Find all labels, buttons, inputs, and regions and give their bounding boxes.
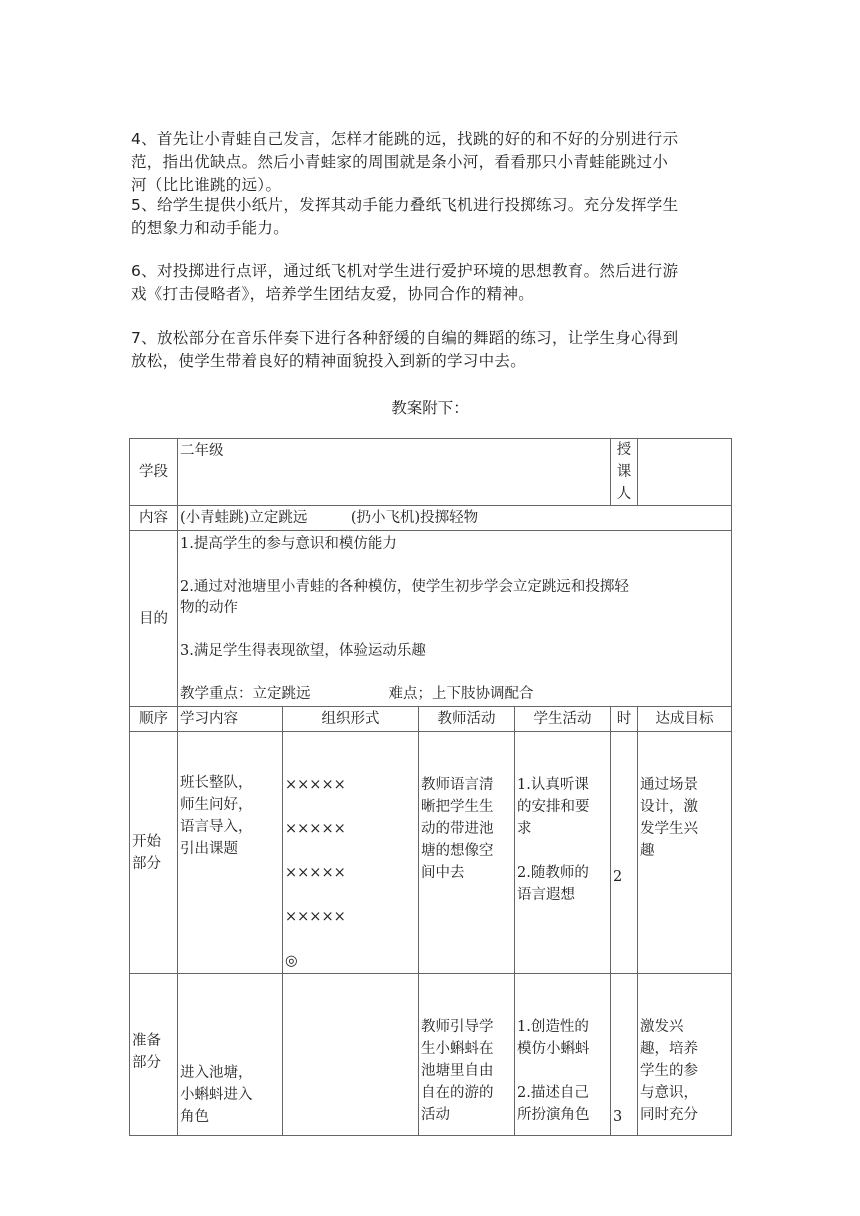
goal-content [178, 531, 732, 707]
text-line: 放松，使学生带着良好的精神面貌投入到新的学习中去。 [131, 352, 527, 370]
teacher-line: 教师语言清 [421, 777, 494, 793]
goal-line: 学生的参 [640, 1063, 698, 1079]
student-line: 2.随教师的 [517, 865, 589, 881]
goal-item: 2.通过对池塘里小青蛙的各种模仿，使学生初步学会立定跳远和投掷轻 [180, 579, 629, 595]
content-line: 师生问好， [180, 797, 253, 813]
goal-item: 1.提高学生的参与意识和模仿能力 [180, 536, 397, 552]
goal-line: 同时充分 [640, 1107, 698, 1123]
header-student: 学生活动 [515, 707, 611, 732]
order-line: 准备 [132, 1033, 161, 1049]
prep-teacher [419, 974, 515, 1136]
text-line: 河（比比谁跳的远）。 [131, 176, 282, 194]
student-line: 1.创造性的 [517, 1019, 589, 1035]
goal-line: 发学生兴 [640, 821, 698, 837]
start-student [515, 732, 611, 974]
start-content [178, 732, 283, 974]
content-line: 引出课题 [180, 841, 238, 857]
table-caption: 教案附下： [391, 399, 469, 417]
text-line: 的想象力和动手能力。 [131, 219, 290, 237]
grade-value: 二年级 [178, 439, 611, 506]
teacher-label-cell [611, 439, 638, 506]
header-row [130, 707, 732, 732]
teacher-line: 晰把学生生 [421, 799, 494, 815]
lesson-plan-table [129, 438, 732, 1136]
paragraph-4 [131, 128, 731, 197]
paragraph-5 [131, 194, 731, 240]
focus-line [180, 684, 729, 705]
text-line: 范，指出优缺点。然后小青蛙家的周围就是条小河，看看那只小青蛙能跳过小 [131, 153, 669, 171]
header-content: 学习内容 [178, 707, 283, 732]
student-line: 2.描述自己 [517, 1085, 589, 1101]
start-teacher [419, 732, 515, 974]
header-order: 顺序 [130, 707, 178, 732]
teacher-line: 教师引导学 [421, 1019, 494, 1035]
content-line: 角色 [180, 1109, 209, 1125]
content-label: 内容 [130, 506, 178, 531]
order-line: 部分 [132, 855, 161, 872]
text-line: 7、放松部分在音乐伴奏下进行各种舒缓的自编的舞蹈的练习，让学生身心得到 [131, 329, 679, 347]
start-goal [638, 732, 732, 974]
start-time: 2 [611, 732, 638, 974]
focus-label: 教学重点：立定跳远 [180, 686, 311, 702]
student-line: 1.认真听课 [517, 777, 589, 793]
order-line: 部分 [132, 1055, 161, 1071]
goal-line: 与意识， [640, 1085, 698, 1101]
student-line: 的安排和要 [517, 799, 590, 815]
student-line: 语言遐想 [517, 887, 575, 903]
goal-label: 目的 [130, 531, 178, 707]
formation-line: ××××× [285, 821, 346, 837]
student-line: 求 [517, 821, 532, 837]
header-teacher: 教师活动 [419, 707, 515, 732]
teacher-line: 自在的游的 [421, 1085, 494, 1101]
prep-time: 3 [611, 974, 638, 1136]
teacher-line: 池塘里自由 [421, 1063, 494, 1079]
paragraph-7 [131, 327, 731, 373]
goal-line: 趣，培养 [640, 1041, 698, 1057]
teacher-line: 动的带进池 [421, 821, 494, 837]
goal-line: 设计，激 [640, 799, 698, 815]
goal-item: 物的动作 [180, 600, 238, 616]
start-section-row [130, 732, 732, 974]
teacher-line: 间中去 [421, 865, 465, 881]
text-line: 6、对投掷进行点评，通过纸飞机对学生进行爱护环境的思想教育。然后进行游 [131, 262, 679, 280]
content-line: 小蝌蚪进入 [180, 1087, 253, 1103]
prep-goal [638, 974, 732, 1136]
teacher-label: 授课人 [616, 442, 632, 502]
teacher-line: 塘的想像空 [421, 843, 494, 859]
teacher-value [638, 439, 732, 506]
text-line: 戏《打击侵略者》，培养学生团结友爱，协同合作的精神。 [131, 285, 535, 303]
header-formation: 组织形式 [283, 707, 419, 732]
start-order [130, 732, 178, 974]
goal-item: 3.满足学生得表现欲望，体验运动乐趣 [180, 643, 426, 659]
content-line: 语言导入， [180, 819, 253, 835]
goal-line: 趣 [640, 843, 655, 859]
header-time: 时 [611, 707, 638, 732]
grade-row [130, 439, 732, 506]
order-line: 开始 [132, 833, 161, 850]
goal-line: 通过场景 [640, 777, 698, 793]
prep-content [178, 974, 283, 1136]
prep-section-row [130, 974, 732, 1136]
student-line: 模仿小蝌蚪 [517, 1041, 590, 1057]
formation-line: ××××× [285, 777, 346, 793]
prep-formation [283, 974, 419, 1136]
start-formation [283, 732, 419, 974]
content-line: 班长整队， [180, 775, 253, 791]
difficulty-label: 难点；上下肢协调配合 [388, 686, 534, 702]
grade-label: 学段 [130, 439, 178, 506]
goal-row [130, 531, 732, 707]
teacher-line: 活动 [421, 1107, 450, 1123]
content-value: (小青蛙跳)立定跳远 (扔小飞机)投掷轻物 [178, 506, 732, 531]
teacher-line: 生小蝌蚪在 [421, 1041, 494, 1057]
paragraph-6 [131, 260, 731, 306]
teacher-position-symbol: ◎ [285, 953, 298, 969]
text-line: 5、给学生提供小纸片，发挥其动手能力叠纸飞机进行投掷练习。充分发挥学生 [131, 196, 679, 214]
student-line: 所扮演角色 [517, 1107, 590, 1123]
text-line: 4、首先让小青蛙自己发言，怎样才能跳的远，找跳的好的和不好的分别进行示 [131, 130, 679, 148]
content-line: 进入池塘， [180, 1065, 253, 1081]
formation-line: ××××× [285, 909, 346, 925]
header-goal: 达成目标 [638, 707, 732, 732]
prep-student [515, 974, 611, 1136]
goal-line: 激发兴 [640, 1019, 684, 1035]
formation-line: ××××× [285, 865, 346, 881]
content-row [130, 506, 732, 531]
prep-order [130, 974, 178, 1136]
